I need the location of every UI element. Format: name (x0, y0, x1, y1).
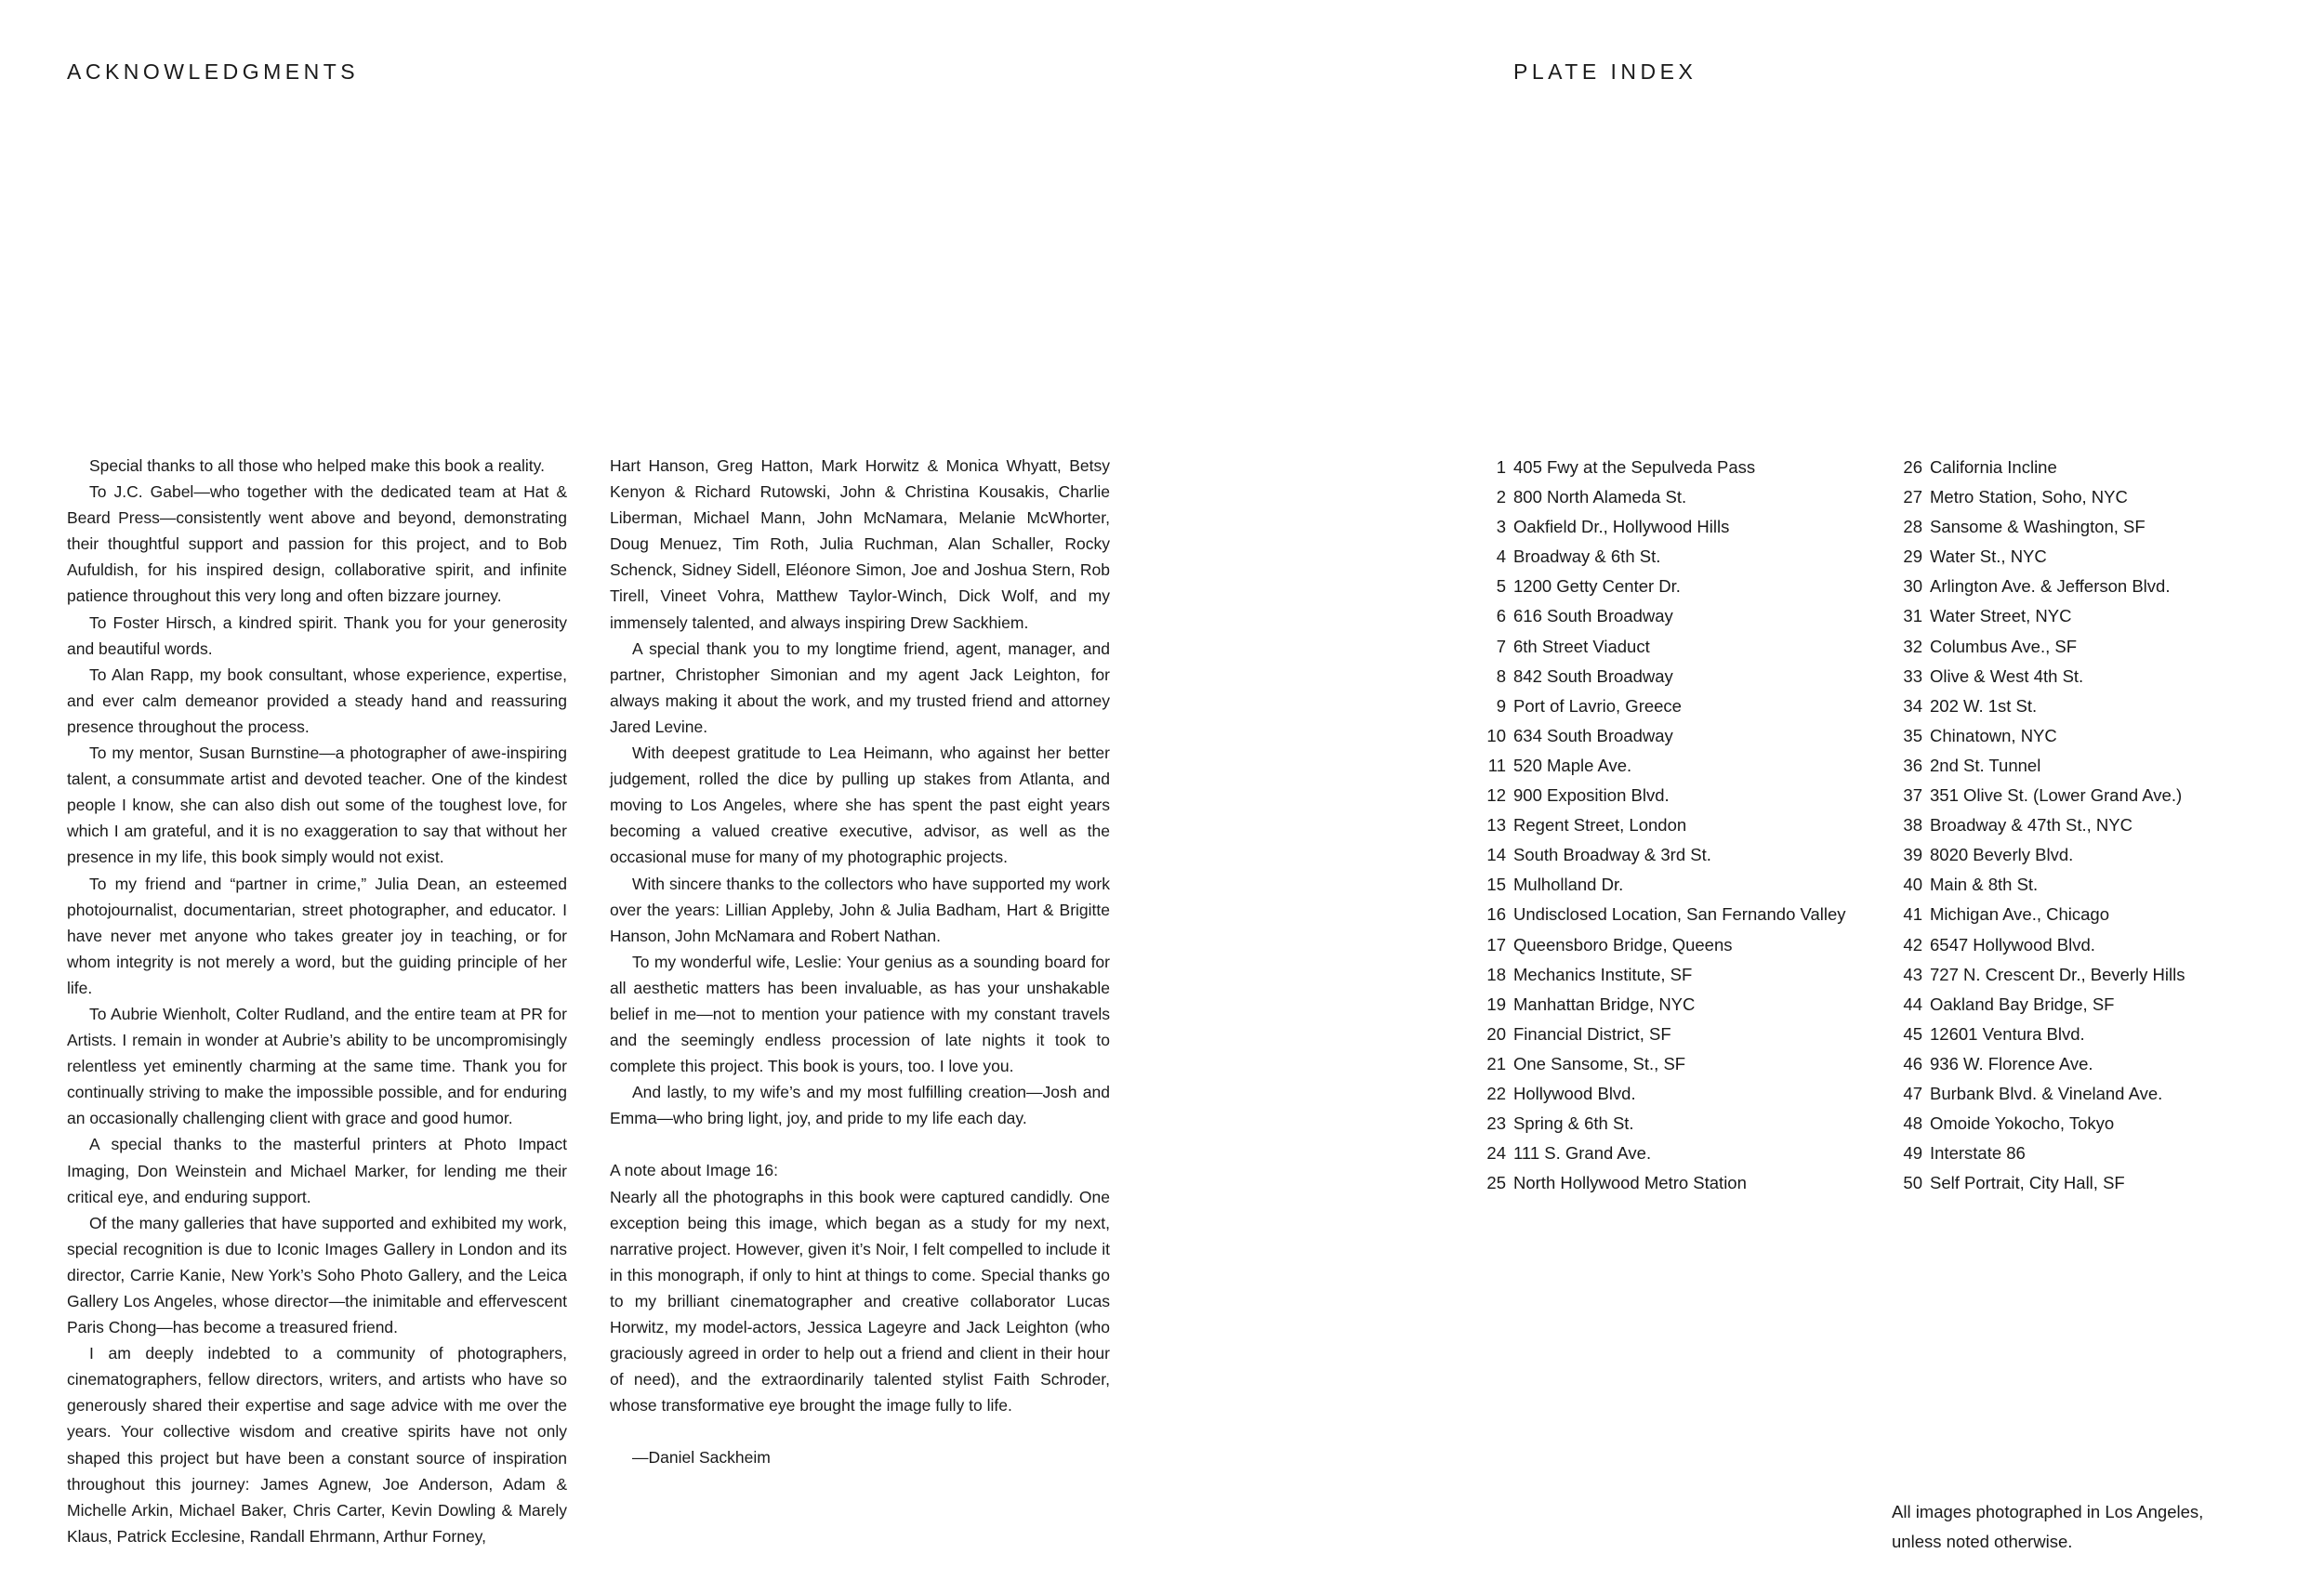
plate-title: 202 W. 1st St. (1930, 695, 2038, 716)
plate-number: 36 (1903, 755, 1922, 775)
plate-index-item (1474, 1139, 1874, 1168)
ack-paragraph: A special thanks to the masterful printers at Photo Impact Imaging, Don Weinstein and Michael Marker, for lending me their critical eye, and enduring support. (67, 1135, 567, 1206)
author-signature: —Daniel Sackheim (632, 1448, 771, 1468)
plate-number: 43 (1903, 964, 1922, 984)
plate-title: Financial District, SF (1513, 1023, 1671, 1044)
plate-number: 25 (1486, 1173, 1506, 1193)
plate-number: 35 (1903, 725, 1922, 745)
plate-index-item (1474, 482, 1874, 512)
plate-title: 8020 Beverly Blvd. (1930, 845, 2074, 865)
plate-number: 24 (1486, 1143, 1506, 1164)
plate-index-item (1891, 482, 2291, 512)
plate-title: Columbus Ave., SF (1930, 636, 2078, 656)
plate-number: 8 (1496, 665, 1506, 686)
plate-number: 27 (1903, 487, 1922, 507)
image-note-title: A note about Image 16: (610, 1161, 778, 1180)
ack-paragraph: To my wonderful wife, Leslie: Your genius as a sounding board for all aesthetic matters has been invaluable, as has your unshakable belief in me—not to mention your patience with my constant travels and the seemingly endless procession of late nights it took to complete this project. This book is yours, too. I love you. (610, 952, 1110, 1076)
plate-index-item (1891, 781, 2291, 810)
ack-paragraph-continued: Hart Hanson, Greg Hatton, Mark Horwitz & Monica Whyatt, Betsy Kenyon & Richard Rutowski, John & Christina Kousakis, Charlie Liberman, Michael Mann, John McNamara, Melanie McWhorter, Doug Menuez, Tim Roth, Julia Ruchman, Alan Schaller, Rocky Schenck, Sidney Sidell, Eléonore Simon, Joe and Joshua Stern, Rob Tirell, Vineet Vohra, Matthew Taylor-Winch, Dick Wolf, and my immensely talented, and always inspiring Drew Sackhiem. (610, 456, 1110, 632)
plate-title: Mechanics Institute, SF (1513, 964, 1693, 984)
acknowledgments-heading: ACKNOWLEDGMENTS (67, 59, 360, 84)
plate-title: Broadway & 6th St. (1513, 546, 1661, 567)
plate-title: 936 W. Florence Ave. (1930, 1053, 2093, 1073)
plate-number: 13 (1486, 815, 1506, 836)
plate-number: 23 (1486, 1113, 1506, 1134)
plate-index-item (1891, 662, 2291, 691)
acknowledgments-column-2 (610, 453, 1110, 1470)
plate-title: 616 South Broadway (1513, 606, 1673, 626)
plate-index-item (1474, 512, 1874, 542)
plate-title: Water Street, NYC (1930, 606, 2072, 626)
plate-title: Hollywood Blvd. (1513, 1083, 1636, 1103)
plate-number: 37 (1903, 785, 1922, 806)
plate-index-item (1474, 781, 1874, 810)
plate-index-item (1891, 691, 2291, 721)
plate-number: 49 (1903, 1143, 1922, 1164)
plate-index-item (1891, 1139, 2291, 1168)
plate-number: 29 (1903, 546, 1922, 567)
plate-title: 2nd St. Tunnel (1930, 755, 2041, 775)
plate-index-item (1891, 632, 2291, 662)
plate-number: 26 (1903, 457, 1922, 477)
plate-title: Undisclosed Location, San Fernando Valley (1513, 904, 1846, 925)
plate-index-item (1474, 900, 1874, 929)
plate-title: Sansome & Washington, SF (1930, 517, 2146, 537)
footnote-line: unless noted otherwise. (1892, 1532, 2073, 1551)
plate-title: 6547 Hollywood Blvd. (1930, 934, 2095, 954)
plate-index-item (1474, 840, 1874, 870)
ack-paragraph: To J.C. Gabel—who together with the dedicated team at Hat & Beard Press—consistently went above and beyond, demonstrating their thoughtful support and passion for this project, and to Bob Aufuldish, for his inspired design, collaborative spirit, and infinite patience throughout this very long and often bizzare journey. (67, 482, 567, 606)
plate-index-item (1474, 751, 1874, 781)
ack-paragraph: With sincere thanks to the collectors who have supported my work over the years: Lillian Appleby, John & Julia Badham, Hart & Brigitte Hanson, John McNamara and Robert Nathan. (610, 874, 1110, 945)
plate-number: 34 (1903, 695, 1922, 716)
ack-paragraph: Of the many galleries that have supported and exhibited my work, special recognition is due to Iconic Images Gallery in London and its director, Carrie Kanie, New York’s Soho Photo Gallery, and the Leica Gallery Los Angeles, whose director—the inimitable and effervescent Paris Chong—has become a treasured friend. (67, 1213, 567, 1337)
plate-index-item (1891, 840, 2291, 870)
plate-number: 33 (1903, 665, 1922, 686)
plate-number: 31 (1903, 606, 1922, 626)
plate-number: 2 (1496, 487, 1506, 507)
plate-number: 19 (1486, 994, 1506, 1014)
plate-index-item (1474, 691, 1874, 721)
plate-number: 22 (1486, 1083, 1506, 1103)
plate-title: 520 Maple Ave. (1513, 755, 1632, 775)
plate-number: 5 (1496, 576, 1506, 597)
plate-title: 1200 Getty Center Dr. (1513, 576, 1681, 597)
plate-index-item (1474, 990, 1874, 1020)
plate-title: Omoide Yokocho, Tokyo (1930, 1113, 2115, 1134)
footnote-line: All images photographed in Los Angeles, (1892, 1502, 2204, 1521)
plate-index-item (1891, 512, 2291, 542)
plate-title: Chinatown, NYC (1930, 725, 2057, 745)
plate-title: Oakland Bay Bridge, SF (1930, 994, 2115, 1014)
plate-title: 727 N. Crescent Dr., Beverly Hills (1930, 964, 2185, 984)
plate-number: 40 (1903, 875, 1922, 895)
plate-number: 4 (1496, 546, 1506, 567)
plate-index-item (1474, 960, 1874, 990)
ack-paragraph: To Aubrie Wienholt, Colter Rudland, and the entire team at PR for Artists. I remain in wonder at Aubrie’s ability to be uncompromisingly relentless yet eminently charming at the same time. Thank you for continually striving to make the impossible possible, and for enduring an occasionally challenging client with grace and good humor. (67, 1004, 567, 1128)
plate-title: Manhattan Bridge, NYC (1513, 994, 1696, 1014)
plate-index-item (1891, 1168, 2291, 1198)
ack-paragraph: To my mentor, Susan Burnstine—a photographer of awe-inspiring talent, a consummate artist and devoted teacher. One of the kindest people I know, she can also dish out some of the toughest love, for which I am grateful, and it is no exaggeration to say that without her presence in my life, this book simply would not exist. (67, 744, 567, 867)
plate-title: Water St., NYC (1930, 546, 2047, 567)
plate-index-item (1474, 1168, 1874, 1198)
plate-number: 50 (1903, 1173, 1922, 1193)
plate-index-item (1891, 1109, 2291, 1139)
plate-title: 405 Fwy at the Sepulveda Pass (1513, 457, 1756, 477)
plate-number: 1 (1496, 457, 1506, 477)
plate-number: 6 (1496, 606, 1506, 626)
plate-title: Main & 8th St. (1930, 875, 2039, 895)
plate-index-item (1474, 601, 1874, 631)
plate-number: 30 (1903, 576, 1922, 597)
plate-index-item (1474, 1079, 1874, 1109)
plate-number: 7 (1496, 636, 1506, 656)
plate-title: 900 Exposition Blvd. (1513, 785, 1670, 806)
acknowledgments-column-1 (67, 453, 567, 1549)
plate-number: 12 (1486, 785, 1506, 806)
plate-title: California Incline (1930, 457, 2057, 477)
ack-paragraph: With deepest gratitude to Lea Heimann, who against her better judgement, rolled the dice by pulling up stakes from Atlanta, and moving to Los Angeles, where she has spent the past eight years becoming a valued creative executive, advisor, as well as the occasional muse for many of my photographic projects. (610, 744, 1110, 867)
plate-title: South Broadway & 3rd St. (1513, 845, 1711, 865)
plate-number: 17 (1486, 934, 1506, 954)
plate-title: 842 South Broadway (1513, 665, 1673, 686)
plate-index-item (1891, 601, 2291, 631)
plate-title: Michigan Ave., Chicago (1930, 904, 2109, 925)
plate-title: Regent Street, London (1513, 815, 1687, 836)
plate-title: Spring & 6th St. (1513, 1113, 1634, 1134)
plate-index-item (1474, 721, 1874, 751)
plate-number: 32 (1903, 636, 1922, 656)
plate-title: Interstate 86 (1930, 1143, 2026, 1164)
plate-number: 46 (1903, 1053, 1922, 1073)
plate-number: 44 (1903, 994, 1922, 1014)
plate-index-column-2 (1891, 453, 2291, 1198)
plate-number: 38 (1903, 815, 1922, 836)
plate-index-item (1474, 870, 1874, 900)
plate-index-item (1474, 1109, 1874, 1139)
plate-title: 6th Street Viaduct (1513, 636, 1650, 656)
image-note-body: Nearly all the photographs in this book were captured candidly. One exception being this image, which began as a study for my next, narrative project. However, given it’s Noir, I felt compelled to include it in this monograph, if only to hint at things to come. Special thanks go to my brilliant cinematographer and creative collaborator Lucas Horwitz, my model-actors, Jessica Lageyre and Jack Leighton (who graciously agreed in order to help out a friend and client in their hour of need), and the extraordinarily talented stylist Faith Schroder, whose transformative eye brought the image fully to life. (610, 1187, 1110, 1415)
ack-paragraph: I am deeply indebted to a community of photographers, cinematographers, fellow directors, writers, and artists who have so generously shared their expertise and sage advice with me over the years. Your collective wisdom and creative spirits have not only shaped this project but have been a constant source of inspiration throughout this journey: James Agnew, Joe Anderson, Adam & Michelle Arkin, Michael Baker, Chris Carter, Kevin Dowling & Marely Klaus, Patrick Ecclesine, Randall Ehrmann, Arthur Forney, (67, 1344, 567, 1546)
plate-index-item (1474, 810, 1874, 840)
plate-title: 634 South Broadway (1513, 725, 1673, 745)
plate-title: Port of Lavrio, Greece (1513, 695, 1682, 716)
plate-title: One Sansome, St., SF (1513, 1053, 1686, 1073)
plate-title: Arlington Ave. & Jefferson Blvd. (1930, 576, 2171, 597)
plate-index-item (1474, 1020, 1874, 1049)
plate-index-column-1 (1474, 453, 1874, 1198)
ack-paragraph: A special thank you to my longtime friend, agent, manager, and partner, Christopher Simonian and my agent Jack Leighton, for always making it about the work, and my trusted friend and attorney Jared Levine. (610, 639, 1110, 736)
plate-index-item (1891, 870, 2291, 900)
plate-index-item (1891, 542, 2291, 572)
plate-number: 45 (1903, 1023, 1922, 1044)
plate-index-item (1474, 572, 1874, 601)
plate-index-item (1891, 751, 2291, 781)
plate-number: 14 (1486, 845, 1506, 865)
plate-number: 28 (1903, 517, 1922, 537)
plate-number: 48 (1903, 1113, 1922, 1134)
plate-number: 16 (1486, 904, 1506, 925)
plate-title: 12601 Ventura Blvd. (1930, 1023, 2085, 1044)
plate-title: Broadway & 47th St., NYC (1930, 815, 2133, 836)
plate-number: 3 (1496, 517, 1506, 537)
plate-index-item (1891, 572, 2291, 601)
plate-index-item (1474, 930, 1874, 960)
plate-title: Metro Station, Soho, NYC (1930, 487, 2128, 507)
plate-title: Self Portrait, City Hall, SF (1930, 1173, 2125, 1193)
plate-number: 11 (1487, 755, 1506, 775)
plate-title: Oakfield Dr., Hollywood Hills (1513, 517, 1730, 537)
plate-number: 9 (1496, 695, 1506, 716)
plate-index-item (1891, 1049, 2291, 1079)
plate-index-item (1891, 1020, 2291, 1049)
plate-number: 20 (1486, 1023, 1506, 1044)
plate-index-item (1891, 900, 2291, 929)
plate-number: 21 (1486, 1053, 1506, 1073)
plate-index-item (1891, 960, 2291, 990)
plate-number: 15 (1486, 875, 1506, 895)
plate-index-item (1474, 453, 1874, 482)
plate-index-footnote (1892, 1497, 2264, 1557)
plate-number: 41 (1903, 904, 1922, 925)
plate-number: 39 (1903, 845, 1922, 865)
ack-paragraph: To Foster Hirsch, a kindred spirit. Thank you for your generosity and beautiful words. (67, 612, 567, 658)
ack-paragraph: To my friend and “partner in crime,” Julia Dean, an esteemed photojournalist, documentarian, street photographer, and educator. I have never met anyone who takes greater joy in teaching, or for whom integrity is not merely a word, but the guiding principle of her life. (67, 874, 567, 997)
plate-title: Burbank Blvd. & Vineland Ave. (1930, 1083, 2163, 1103)
plate-title: Mulholland Dr. (1513, 875, 1624, 895)
plate-title: 800 North Alameda St. (1513, 487, 1687, 507)
plate-number: 42 (1903, 934, 1922, 954)
plate-index-item (1474, 632, 1874, 662)
plate-title: 351 Olive St. (Lower Grand Ave.) (1930, 785, 2183, 806)
plate-index-item (1891, 990, 2291, 1020)
plate-title: Olive & West 4th St. (1930, 665, 2084, 686)
plate-index-item (1474, 542, 1874, 572)
plate-index-item (1891, 930, 2291, 960)
plate-index-item (1891, 1079, 2291, 1109)
plate-title: 111 S. Grand Ave. (1513, 1143, 1652, 1164)
plate-number: 47 (1903, 1083, 1922, 1103)
ack-paragraph: Special thanks to all those who helped make this book a reality. (89, 456, 545, 475)
ack-paragraph: To Alan Rapp, my book consultant, whose experience, expertise, and ever calm demeanor provided a steady hand and reassuring presence throughout the process. (67, 665, 567, 736)
plate-index-item (1891, 453, 2291, 482)
plate-title: North Hollywood Metro Station (1513, 1173, 1747, 1193)
plate-title: Queensboro Bridge, Queens (1513, 934, 1733, 954)
ack-paragraph: And lastly, to my wife’s and my most fulfilling creation—Josh and Emma—who bring light, joy, and pride to my life each day. (610, 1083, 1110, 1128)
plate-index-heading: PLATE INDEX (1513, 59, 1697, 84)
plate-number: 18 (1486, 964, 1506, 984)
plate-index-item (1891, 810, 2291, 840)
plate-number: 10 (1486, 725, 1506, 745)
plate-index-item (1474, 662, 1874, 691)
plate-index-item (1891, 721, 2291, 751)
plate-index-item (1474, 1049, 1874, 1079)
